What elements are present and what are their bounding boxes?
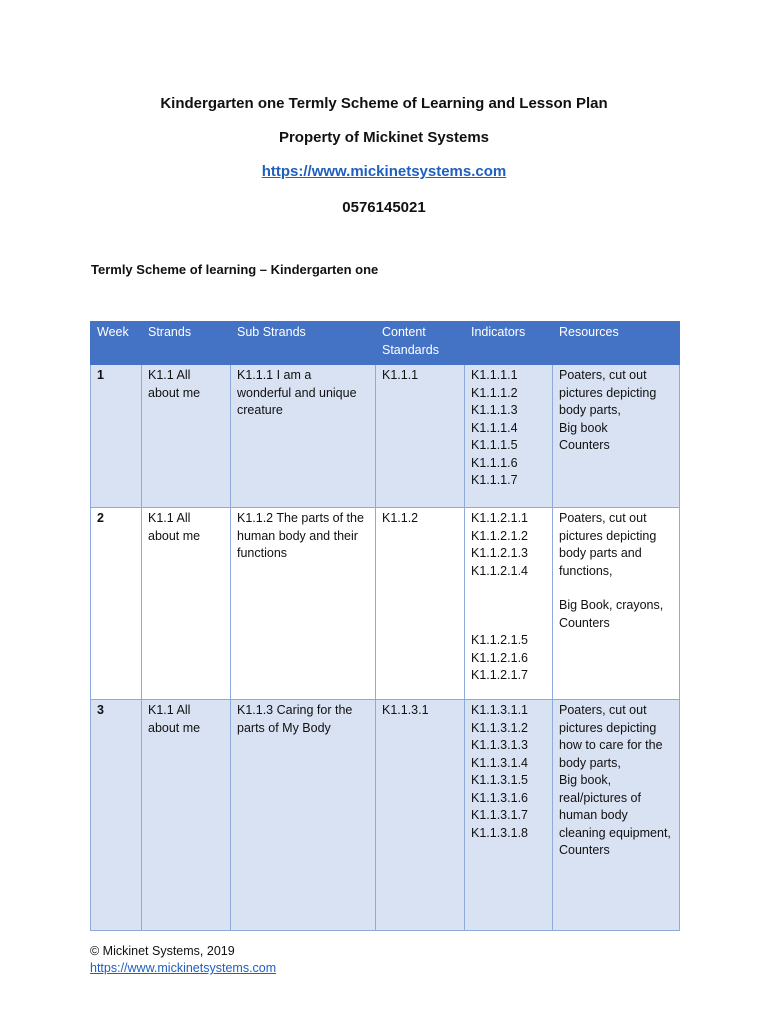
indicators-cell (465, 700, 553, 931)
indicator: K1.1.2.1.3 (471, 546, 528, 560)
table-row (91, 365, 680, 508)
indicator: K1.1.3.1.1 (471, 703, 528, 717)
resource-line: Poaters, cut out pictures depicting how to care for the body parts, (559, 703, 663, 770)
indicator: K1.1.2.1.2 (471, 528, 528, 543)
resource-line: Big book (559, 420, 608, 435)
week-cell: 1 (91, 365, 142, 508)
resource-line: Big Book, crayons, Counters (559, 598, 664, 630)
resource-line: Counters (559, 843, 610, 857)
column-header-content-standards: Content Standards (376, 322, 465, 365)
sub-strand-cell: K1.1.2 The parts of the human body and their functions (231, 508, 376, 700)
indicator: K1.1.2.1.7 (471, 668, 528, 682)
resource-line: Poaters, cut out pictures depicting body parts, (559, 368, 657, 417)
indicator: K1.1.1.2 (471, 385, 518, 400)
indicator: K1.1.1.6 (471, 455, 518, 470)
resource-line: Counters (559, 438, 610, 452)
resource-spacer (559, 580, 673, 597)
table-row (91, 700, 680, 931)
resources-cell (553, 508, 680, 700)
resources-cell (553, 365, 680, 508)
indicators-cell (465, 508, 553, 700)
indicators-cell (465, 365, 553, 508)
column-header-sub-strands: Sub Strands (231, 322, 376, 365)
column-header-resources: Resources (553, 322, 680, 365)
resource-line: Poaters, cut out pictures depicting body parts and functions, (559, 511, 657, 578)
indicator: K1.1.1.5 (471, 438, 518, 452)
resource-line: Big book, real/pictures of human body cleaning equipment, (559, 773, 671, 840)
sub-strand-cell: K1.1.3 Caring for the parts of My Body (231, 700, 376, 931)
strand-cell: K1.1 All about me (142, 508, 231, 700)
indicator: K1.1.3.1.3 (471, 738, 528, 752)
indicator: K1.1.3.1.8 (471, 825, 528, 840)
indicator-spacer (471, 580, 546, 632)
section-subtitle: Termly Scheme of learning – Kindergarten one (91, 262, 379, 277)
resources-cell (553, 700, 680, 931)
indicator: K1.1.1.4 (471, 420, 518, 435)
content-standard-cell: K1.1.2 (376, 508, 465, 700)
indicator: K1.1.3.1.5 (471, 773, 528, 787)
table-row (91, 508, 680, 700)
footer-website-link[interactable]: https://www.mickinetsystems.com (90, 961, 277, 975)
indicator: K1.1.2.1.1 (471, 511, 528, 525)
sub-strand-cell: K1.1.1 I am a wonderful and unique creature (231, 365, 376, 508)
indicator: K1.1.3.1.7 (471, 808, 528, 822)
strand-cell: K1.1 All about me (142, 700, 231, 931)
copyright-notice: © Mickinet Systems, 2019 (90, 944, 235, 958)
website-link[interactable]: https://www.mickinetsystems.com (261, 163, 507, 180)
indicator: K1.1.3.1.2 (471, 720, 528, 735)
indicator: K1.1.3.1.6 (471, 790, 528, 805)
week-cell: 2 (91, 508, 142, 700)
property-line: Property of Mickinet Systems (278, 129, 490, 146)
document-title: Kindergarten one Termly Scheme of Learning and Lesson Plan (160, 95, 608, 112)
indicator: K1.1.2.1.5 (471, 633, 528, 647)
indicator: K1.1.1.7 (471, 473, 518, 487)
indicator: K1.1.3.1.4 (471, 755, 528, 770)
indicator: K1.1.2.1.6 (471, 650, 528, 665)
content-standard-cell: K1.1.3.1 (376, 700, 465, 931)
column-header-indicators: Indicators (465, 322, 553, 365)
table-header-row (91, 322, 680, 365)
page-footer (90, 943, 276, 977)
indicator: K1.1.1.1 (471, 368, 518, 382)
indicator: K1.1.1.3 (471, 403, 518, 417)
scheme-table (90, 321, 680, 931)
phone-number: 0576145021 (342, 199, 426, 216)
week-cell: 3 (91, 700, 142, 931)
strand-cell: K1.1 All about me (142, 365, 231, 508)
column-header-week: Week (91, 322, 142, 365)
column-header-strands: Strands (142, 322, 231, 365)
content-standard-cell: K1.1.1 (376, 365, 465, 508)
indicator: K1.1.2.1.4 (471, 563, 528, 578)
